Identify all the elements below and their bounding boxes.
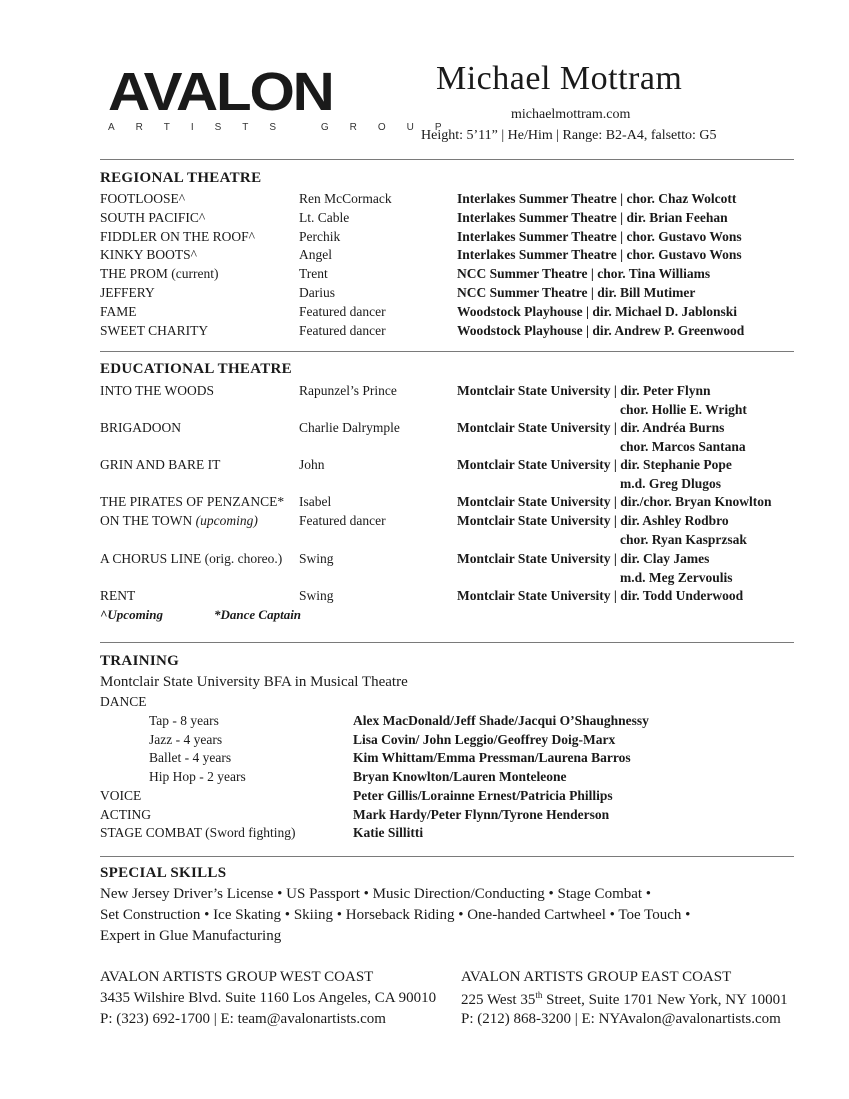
section-title-skills: SPECIAL SKILLS [100, 865, 227, 881]
credit-company: Montclair State University | dir./chor. Bryan Knowlton [457, 494, 772, 509]
training-style: Jazz - 4 years [149, 731, 223, 747]
training-discipline: ACTING [100, 806, 151, 822]
training-teachers: Katie Sillitti [353, 825, 424, 841]
logo-wordmark: AVALON [108, 62, 333, 122]
credit-row [100, 420, 800, 439]
skills-line: Set Construction • Ice Skating • Skiing • Horseback Riding • One-handed Cartwheel • Toe Touch • [100, 907, 691, 923]
east-address-sup: th [535, 990, 543, 1000]
credit-show [100, 494, 284, 510]
credit-role: Featured dancer [299, 303, 386, 319]
training-row [100, 825, 800, 844]
credit-role: Swing [299, 588, 334, 603]
training-teachers: Bryan Knowlton/Lauren Monteleone [353, 769, 567, 785]
credit-role: Featured dancer [299, 513, 386, 528]
training-discipline: STAGE COMBAT (Sword fighting) [100, 825, 296, 841]
credit-show: THE PROM (current) [100, 266, 219, 282]
performer-name: Michael Mottram [436, 60, 683, 97]
credit-row-extra [100, 570, 800, 589]
training-dance-label: DANCE [100, 694, 147, 709]
credit-show [100, 513, 258, 529]
divider [100, 351, 794, 352]
training-teachers: Peter Gillis/Lorainne Ernest/Patricia Phillips [353, 787, 613, 803]
training-row [100, 807, 800, 826]
training-row [100, 788, 800, 807]
training-teachers: Lisa Covin/ John Leggio/Geoffrey Doig-Marx [353, 731, 616, 747]
credit-show [100, 383, 214, 399]
credit-extra: m.d. Greg Dlugos [620, 475, 722, 491]
credit-company: NCC Summer Theatre | chor. Tina Williams [457, 266, 711, 282]
east-coast-title: AVALON ARTISTS GROUP EAST COAST [461, 969, 732, 985]
credit-company: Montclair State University | dir. Stephanie Pope [457, 457, 732, 472]
training-row [100, 750, 800, 769]
credit-show [100, 551, 282, 567]
credit-row-extra [100, 476, 800, 495]
east-coast-contact: P: (212) 868-3200 | E: NYAvalon@avalonartists.com [461, 1011, 781, 1027]
performer-website: michaelmottram.com [511, 107, 631, 122]
credit-show-title: GRIN AND BARE IT [100, 457, 221, 472]
credit-row [100, 229, 800, 248]
west-coast-contact: P: (323) 692-1700 | E: team@avalonartists.com [100, 1011, 386, 1027]
credit-show-title: RENT [100, 588, 136, 603]
credit-company: Montclair State University | dir. Peter Flynn [457, 383, 711, 398]
credit-company: Interlakes Summer Theatre | dir. Brian Feehan [457, 209, 728, 225]
east-coast-address [461, 990, 788, 1009]
credit-show: FOOTLOOSE^ [100, 191, 186, 206]
credit-show: JEFFERY [100, 285, 155, 300]
credit-role: Charlie Dalrymple [299, 420, 400, 435]
credit-row [100, 323, 800, 342]
west-coast-address: 3435 Wilshire Blvd. Suite 1160 Los Angeles, CA 90010 [100, 990, 437, 1006]
credit-role: Swing [299, 551, 334, 566]
training-style: Ballet - 4 years [149, 750, 232, 766]
credit-role: Darius [299, 285, 335, 300]
training-discipline: VOICE [100, 787, 142, 803]
credit-show [100, 457, 220, 473]
credit-company: Montclair State University | dir. Todd Underwood [457, 588, 744, 603]
credit-company: Montclair State University | dir. Andréa Burns [457, 420, 725, 435]
credit-role: Ren McCormack [299, 191, 392, 206]
credit-row [100, 588, 800, 607]
training-school: Montclair State University BFA in Musical Theatre [100, 674, 408, 690]
east-address-part: 225 West 35 [461, 992, 536, 1008]
credit-company: Woodstock Playhouse | dir. Andrew P. Greenwood [457, 322, 745, 338]
performer-stats: Height: 5’11” | He/Him | Range: B2-A4, falsetto: G5 [421, 128, 717, 143]
credit-row [100, 383, 800, 402]
section-title-educational: EDUCATIONAL THEATRE [100, 361, 292, 377]
credit-show-title: A CHORUS LINE (orig. choreo.) [100, 551, 283, 566]
credit-extra: m.d. Meg Zervoulis [620, 569, 733, 585]
credit-show-title: INTO THE WOODS [100, 383, 214, 398]
credit-role: John [299, 457, 325, 472]
credit-role: Angel [299, 247, 332, 263]
credit-row [100, 266, 800, 285]
credit-row [100, 247, 800, 266]
skills-line: New Jersey Driver’s License • US Passport • Music Direction/Conducting • Stage Combat • [100, 886, 652, 902]
credit-show [100, 420, 181, 436]
training-teachers: Mark Hardy/Peter Flynn/Tyrone Henderson [353, 806, 610, 822]
credit-company: NCC Summer Theatre | dir. Bill Mutimer [457, 285, 696, 300]
section-title-training: TRAINING [100, 653, 180, 669]
credit-company: Interlakes Summer Theatre | chor. Gustavo Wons [457, 247, 742, 263]
credit-show-title: BRIGADOON [100, 420, 181, 435]
credit-show-note: (upcoming) [195, 513, 258, 528]
credit-role: Featured dancer [299, 322, 386, 338]
divider [100, 642, 794, 643]
divider [100, 159, 794, 160]
agency-logo [108, 62, 463, 142]
credit-row-extra [100, 532, 800, 551]
credit-show: SOUTH PACIFIC^ [100, 209, 206, 225]
training-style: Hip Hop - 2 years [149, 769, 246, 785]
credit-row [100, 304, 800, 323]
credit-show: FAME [100, 303, 137, 319]
credit-extra: chor. Marcos Santana [620, 438, 746, 454]
credit-row [100, 457, 800, 476]
credit-extra: chor. Ryan Kasprzsak [620, 531, 747, 547]
credit-role: Perchik [299, 228, 341, 244]
credit-company: Woodstock Playhouse | dir. Michael D. Jablonski [457, 303, 738, 319]
credit-row-extra [100, 439, 800, 458]
credit-row-extra [100, 402, 800, 421]
training-style: Tap - 8 years [149, 713, 219, 728]
credit-company: Montclair State University | dir. Clay James [457, 551, 710, 566]
training-row [100, 769, 800, 788]
note-dance-captain: *Dance Captain [214, 607, 302, 622]
credit-show: SWEET CHARITY [100, 322, 209, 338]
note-upcoming: ^Upcoming [100, 607, 164, 622]
credit-show-title: ON THE TOWN [100, 513, 196, 528]
credit-company: Interlakes Summer Theatre | chor. Chaz Wolcott [457, 191, 737, 206]
logo-subtitle: ARTISTS GROUP [108, 122, 463, 133]
credit-row [100, 551, 800, 570]
credit-role: Rapunzel’s Prince [299, 383, 397, 398]
credit-show: FIDDLER ON THE ROOF^ [100, 228, 255, 244]
credit-role: Isabel [299, 494, 332, 509]
training-row [100, 713, 800, 732]
credit-row [100, 494, 800, 513]
credit-row [100, 191, 800, 210]
divider [100, 856, 794, 857]
credit-row [100, 513, 800, 532]
west-coast-title: AVALON ARTISTS GROUP WEST COAST [100, 969, 374, 985]
credit-row [100, 285, 800, 304]
credit-show: KINKY BOOTS^ [100, 247, 197, 263]
section-title-regional: REGIONAL THEATRE [100, 170, 262, 186]
credit-show-title: THE PIRATES OF PENZANCE* [100, 494, 285, 509]
training-teachers: Kim Whittam/Emma Pressman/Laurena Barros [353, 750, 631, 766]
credit-show [100, 588, 135, 604]
credit-role: Lt. Cable [299, 209, 350, 225]
east-address-part: Street, Suite 1701 New York, NY 10001 [542, 992, 788, 1008]
skills-line: Expert in Glue Manufacturing [100, 928, 282, 944]
credit-role: Trent [299, 266, 328, 282]
training-row [100, 732, 800, 751]
credit-row [100, 210, 800, 229]
training-teachers: Alex MacDonald/Jeff Shade/Jacqui O’Shaughnessy [353, 713, 649, 728]
credit-extra: chor. Hollie E. Wright [620, 401, 747, 417]
credit-company: Montclair State University | dir. Ashley Rodbro [457, 513, 729, 528]
credit-company: Interlakes Summer Theatre | chor. Gustavo Wons [457, 228, 742, 244]
